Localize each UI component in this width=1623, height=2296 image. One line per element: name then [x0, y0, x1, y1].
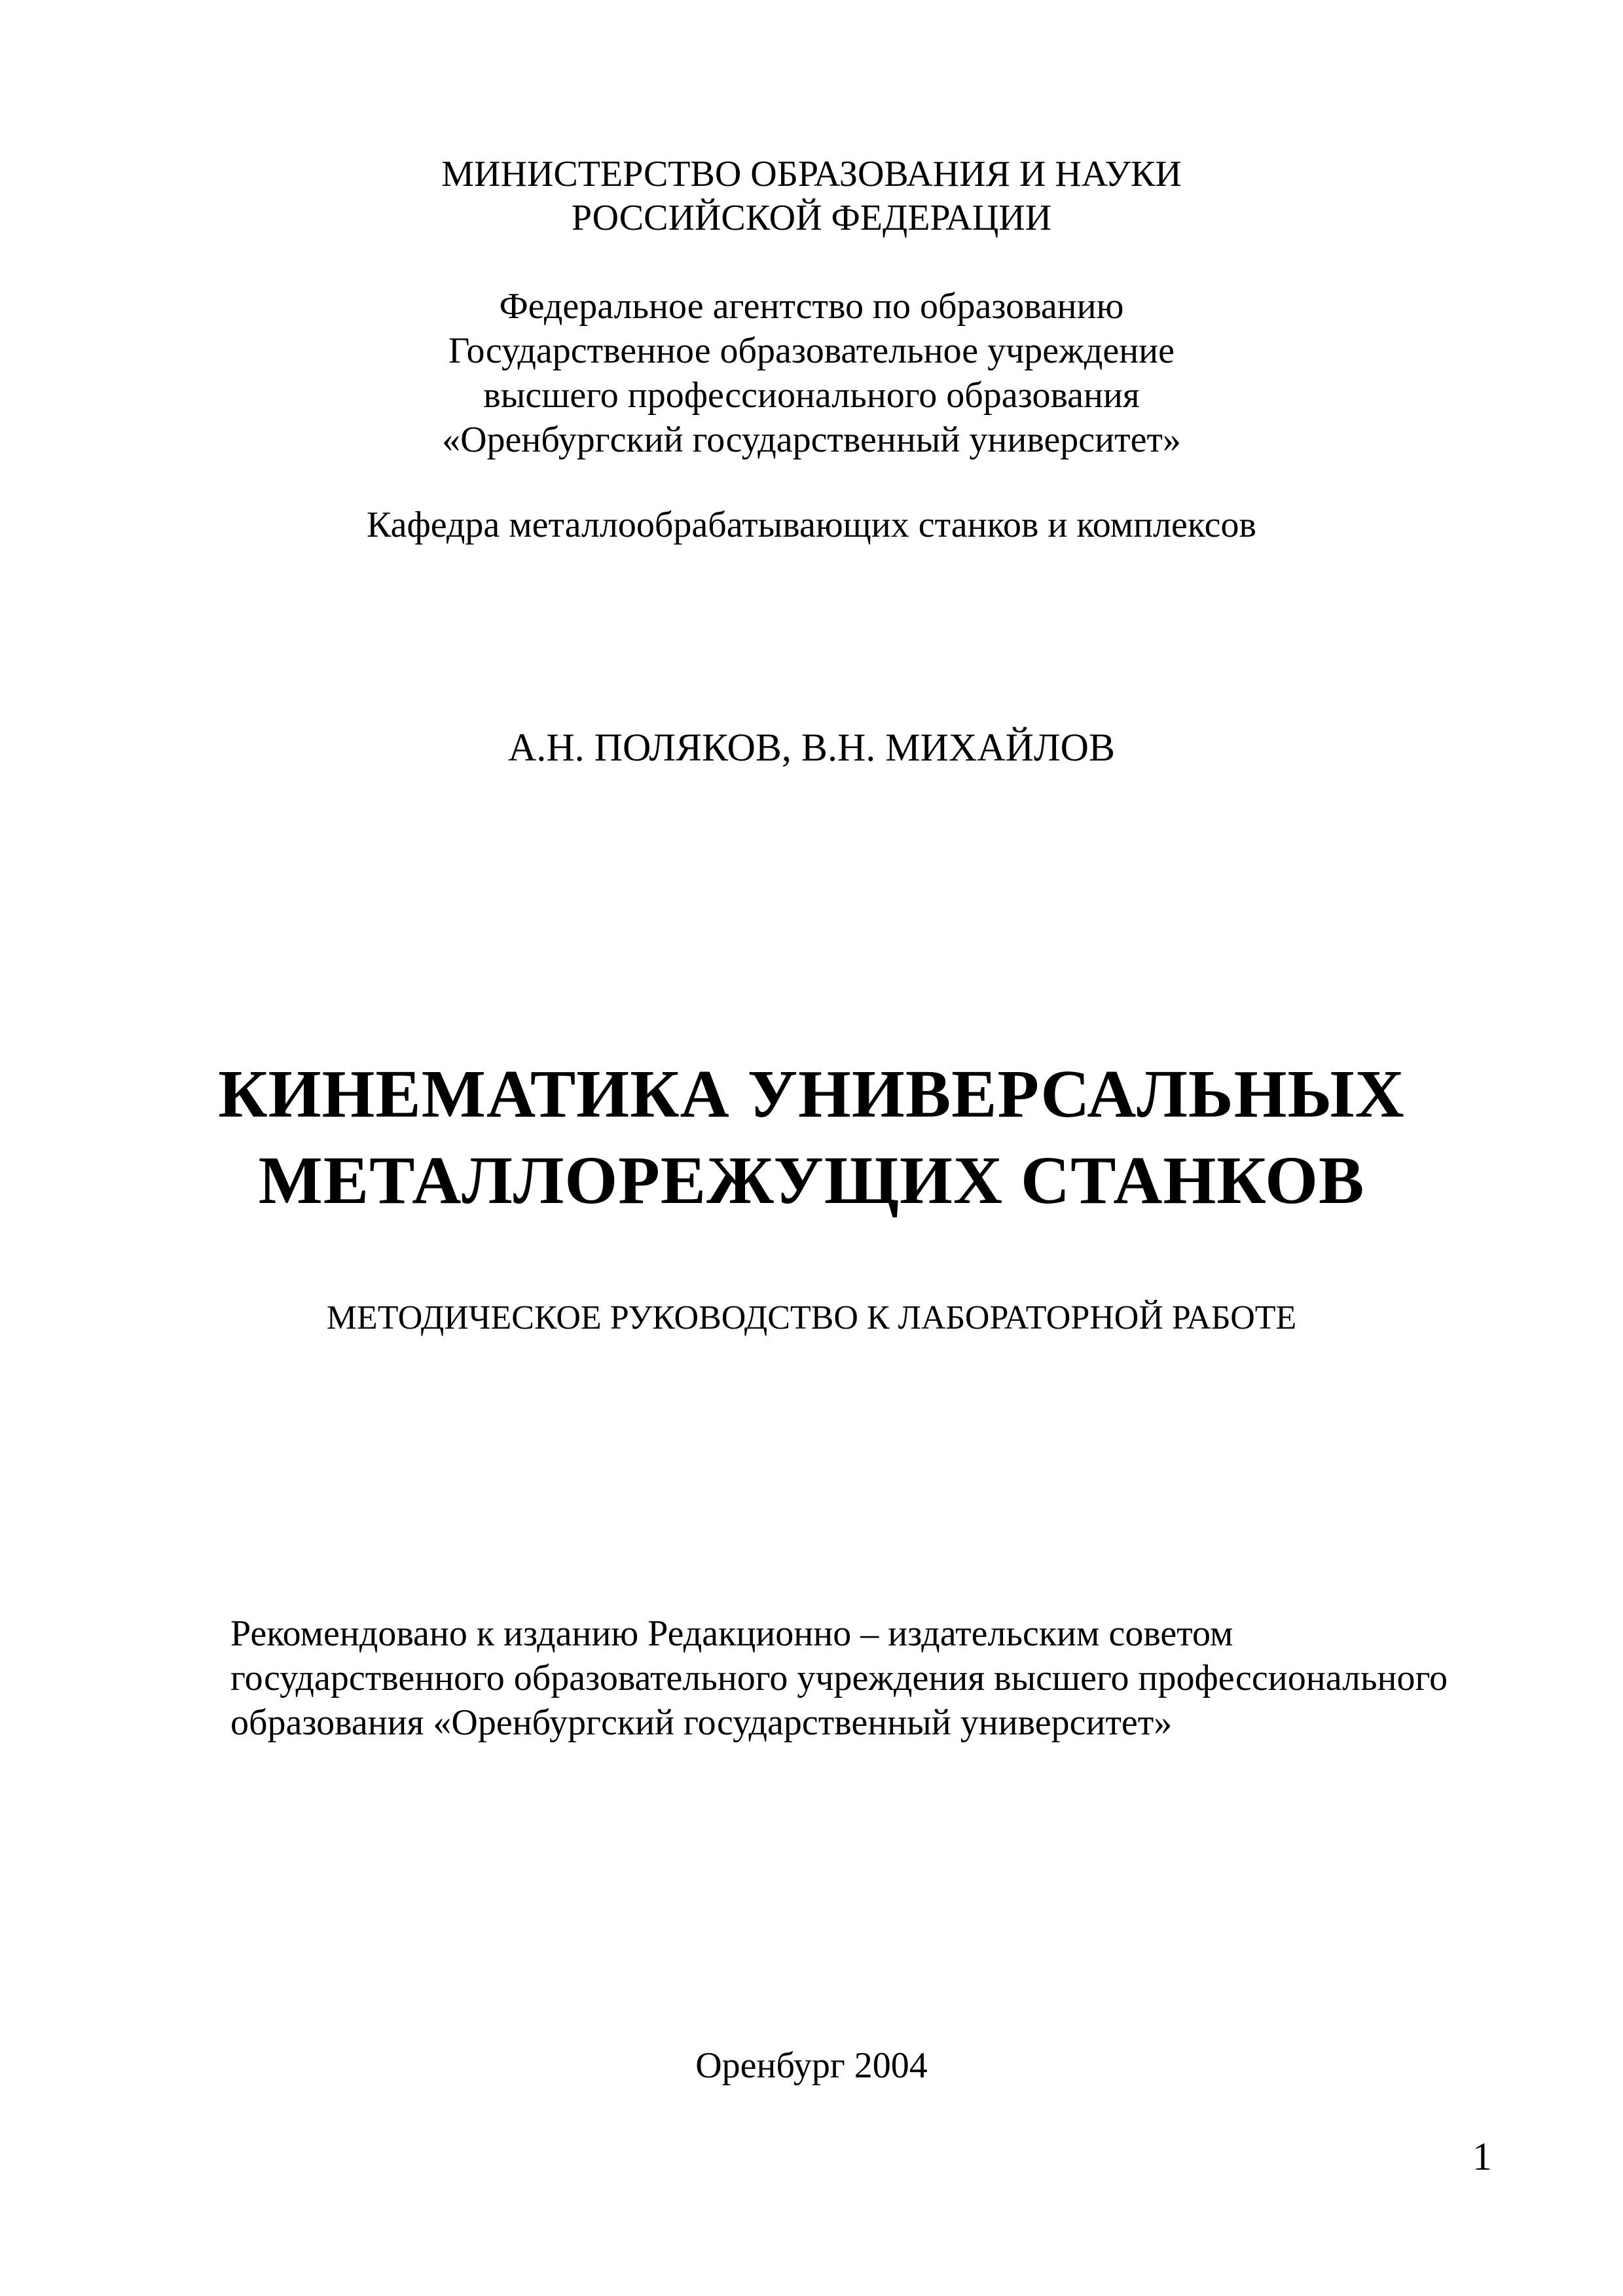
ministry-line-1: МИНИСТЕРСТВО ОБРАЗОВАНИЯ И НАУКИ: [441, 154, 1182, 194]
recommendation-line-2: государственного образовательного учреждения высшего профессионального: [230, 1658, 1448, 1698]
institution-line-1: Федеральное агентство по образованию: [499, 286, 1124, 327]
recommendation-line-3: образования «Оренбургский государственный университет»: [230, 1702, 1173, 1743]
institution-line-2: Государственное образовательное учреждение: [448, 331, 1175, 371]
page-number: 1: [1472, 2135, 1492, 2178]
institution-line-4: «Оренбургский государственный университет»: [442, 420, 1181, 460]
recommendation-line-1: Рекомендовано к изданию Редакционно – издательским советом: [230, 1613, 1233, 1654]
title-line-1: КИНЕМАТИКА УНИВЕРСАЛЬНЫХ: [218, 1056, 1405, 1132]
subtitle: МЕТОДИЧЕСКОЕ РУКОВОДСТВО К ЛАБОРАТОРНОЙ РАБОТЕ: [326, 1299, 1297, 1336]
department-line: Кафедра металлообрабатывающих станков и комплексов: [367, 505, 1256, 545]
city-year: Оренбург 2004: [695, 2045, 928, 2086]
authors: А.Н. ПОЛЯКОВ, В.Н. МИХАЙЛОВ: [508, 726, 1115, 769]
title-line-2: МЕТАЛЛОРЕЖУЩИХ СТАНКОВ: [258, 1143, 1365, 1218]
ministry-line-2: РОССИЙСКОЙ ФЕДЕРАЦИИ: [571, 198, 1052, 238]
institution-line-3: высшего профессионального образования: [483, 375, 1140, 416]
